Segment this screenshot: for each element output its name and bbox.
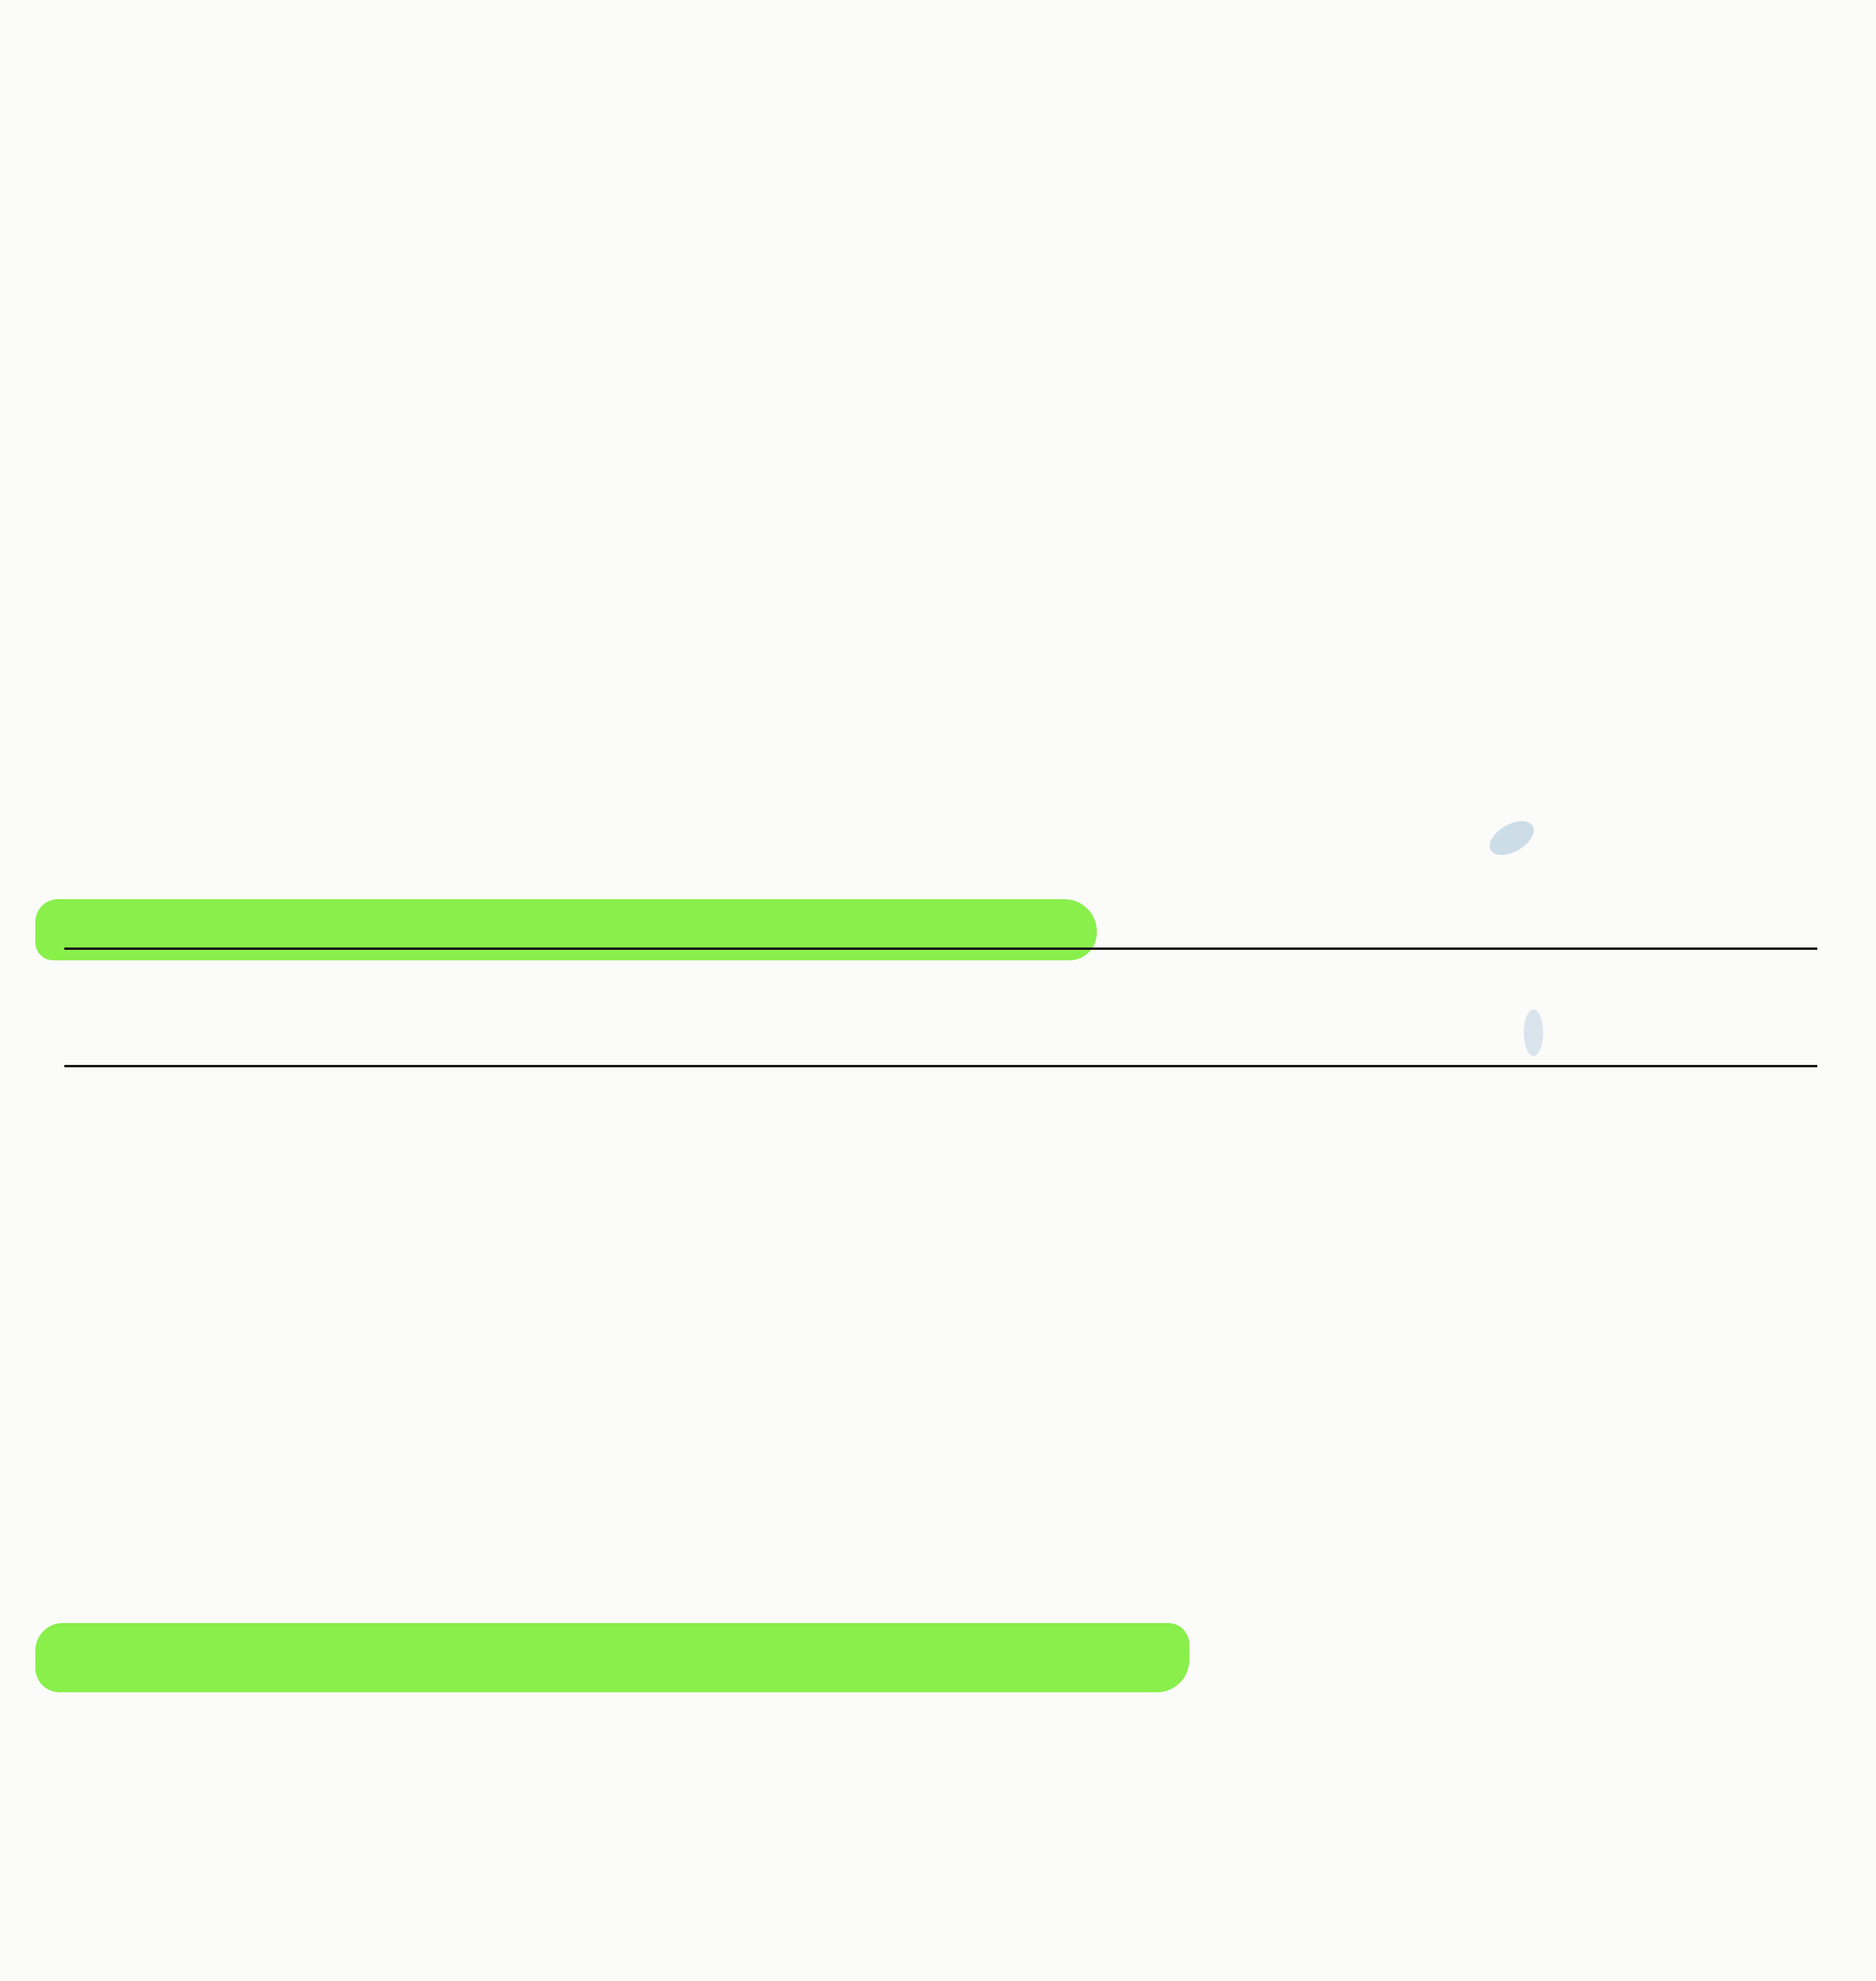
row-highlight-marker: [35, 1623, 1189, 1692]
table-header-rule: [64, 1065, 1817, 1067]
ink-smudge: [1484, 814, 1540, 861]
ink-smudge: [1524, 1009, 1543, 1056]
table-top-rule: [64, 947, 1817, 950]
title-highlight-marker: [35, 899, 1097, 960]
section-title-block: [35, 899, 1097, 960]
table-header: [64, 959, 1817, 1063]
